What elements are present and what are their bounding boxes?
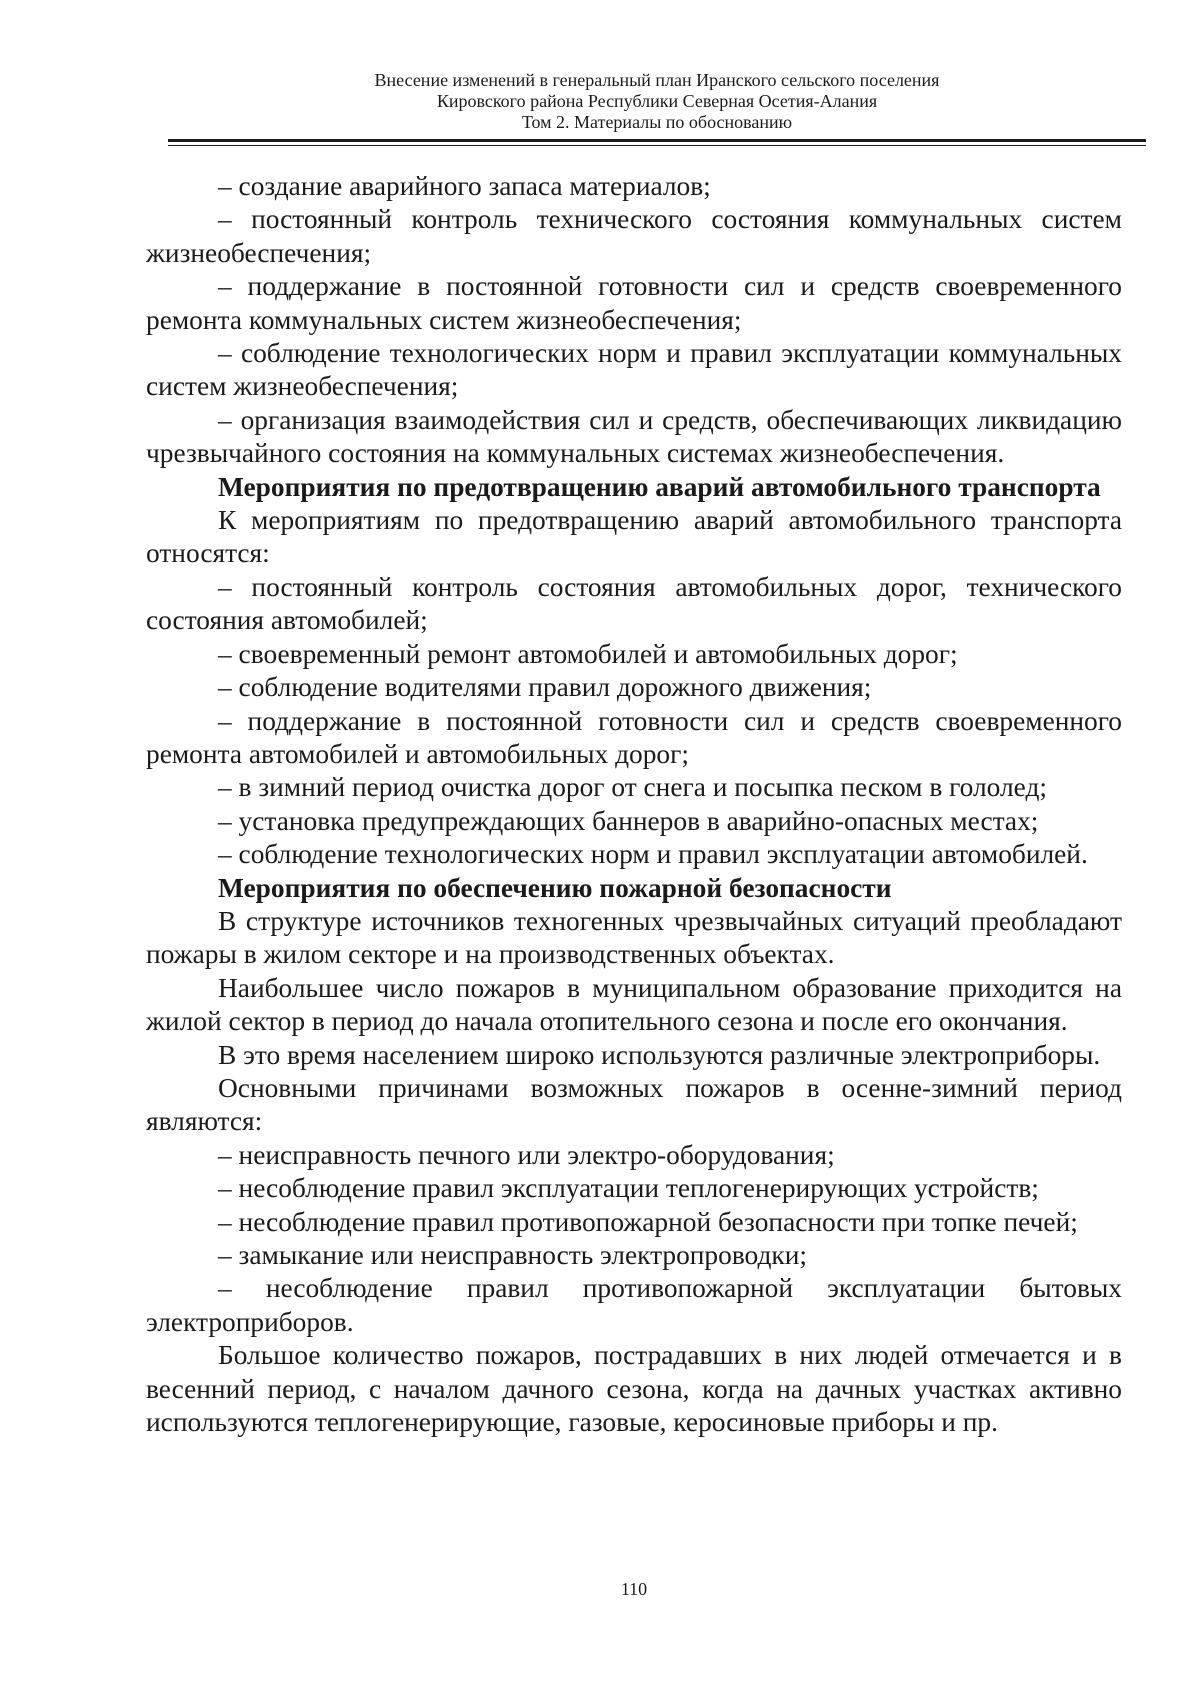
page-number: 110: [620, 1579, 648, 1599]
list-item: – своевременный ремонт автомобилей и автомобильных дорог;: [218, 638, 958, 669]
section-heading: Мероприятия по предотвращению аварий автомобильного транспорта: [218, 471, 1101, 502]
list-item: – несоблюдение правил противопожарной эксплуатации бытовых электроприборов.: [146, 1273, 1122, 1337]
paragraph: Основными причинами возможных пожаров в осенне-зимний период являются:: [146, 1072, 1122, 1137]
list-item: – поддержание в постоянной готовности сил и средств своевременного ремонта автомобилей и автомобильных дорог;: [146, 705, 1122, 769]
list-item: – соблюдение технологических норм и правил эксплуатации автомобилей.: [218, 839, 1088, 870]
list-item: – создание аварийного запаса материалов;: [218, 171, 711, 201]
list-item: – поддержание в постоянной готовности сил и средств своевременного ремонта коммунальных систем жизнеобеспечения;: [146, 271, 1122, 335]
list-item: – установка предупреждающих баннеров в аварийно-опасных местах;: [218, 805, 1039, 836]
document-header: [168, 70, 1146, 133]
list-item: – в зимний период очистка дорог от снега и посыпка песком в гололед;: [218, 772, 1047, 803]
header-title-line-2: Кировского района Республики Северная Осетия-Алания: [436, 91, 878, 111]
list-item: – постоянный контроль состояния автомобильных дорог, технического состояния автомобилей;: [146, 571, 1122, 636]
list-item: – соблюдение технологических норм и правил эксплуатации коммунальных систем жизнеобеспечения;: [146, 338, 1122, 402]
header-title-line-3: Том 2. Материалы по обоснованию: [521, 112, 793, 132]
header-rule-thick: [168, 139, 1146, 142]
section-heading: Мероприятия по обеспечению пожарной безопасности: [218, 872, 892, 903]
document-body: [146, 170, 1122, 1439]
paragraph: Наибольшее число пожаров в муниципальном образование приходится на жилой сектор в период до начала отопительного сезона и после его окончания.: [146, 972, 1122, 1037]
paragraph: Большое количество пожаров, пострадавших в них людей отмечается и в весенний период, с началом дачного сезона, когда на дачных участках активно используются теплогенерирующие, газовые, керосиновые приборы и пр.: [146, 1340, 1122, 1438]
paragraph: В это время населением широко используются различные электроприборы.: [218, 1039, 1101, 1070]
list-item: – несоблюдение правил противопожарной безопасности при топке печей;: [218, 1206, 1078, 1237]
header-title-line-1: Внесение изменений в генеральный план Иранского сельского поселения: [374, 70, 940, 90]
list-item: – организация взаимодействия сил и средств, обеспечивающих ликвидацию чрезвычайного состояния на коммунальных системах жизнеобеспечения.: [146, 404, 1122, 469]
list-item: – неисправность печного или электро-оборудования;: [218, 1139, 835, 1170]
list-item: – соблюдение водителями правил дорожного движения;: [218, 672, 872, 703]
list-item: – замыкание или неисправность электропроводки;: [218, 1240, 807, 1270]
header-rule-thin: [168, 145, 1146, 146]
list-item: – несоблюдение правил эксплуатации теплогенерирующих устройств;: [218, 1173, 1039, 1204]
list-item: – постоянный контроль технического состояния коммунальных систем жизнеобеспечения;: [146, 204, 1122, 268]
paragraph: В структуре источников техногенных чрезвычайных ситуаций преобладают пожары в жилом секторе и на производственных объектах.: [146, 905, 1122, 970]
paragraph: К мероприятиям по предотвращению аварий автомобильного транспорта относятся:: [146, 505, 1122, 569]
